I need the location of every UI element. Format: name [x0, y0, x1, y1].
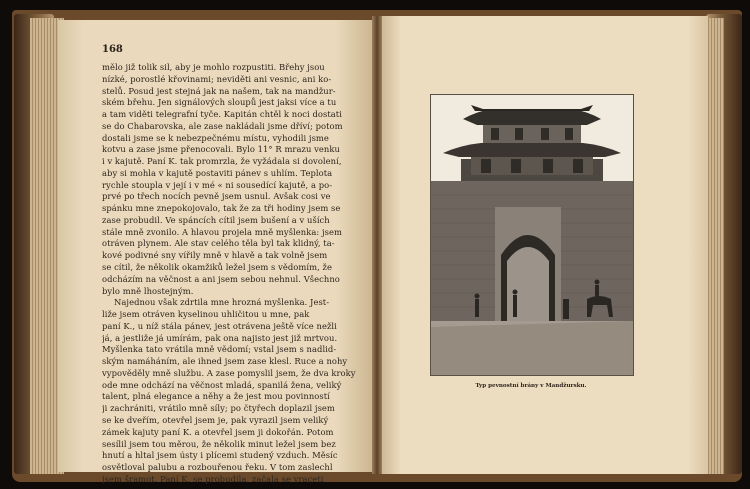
text-line: sesílil jsem tou měrou, že několik minut ležel jsem bez — [102, 438, 336, 449]
text-line: spánku mne znepokojovalo, tak že za tři hodiny jsem se — [102, 203, 341, 214]
text-line: stále mně zvonilo. A hlavou projela mně myšlenka: jsem — [102, 226, 342, 237]
text-line: dostali jsme se k nebezpečnému místu, vyhodili jsme — [102, 132, 329, 143]
text-line: prvé po třech nocích pevně jsem usnul. Avšak cosi ve — [102, 191, 331, 202]
text-line: nízké, porostlé křovinami; neviděti ani vesnic, ani ko- — [102, 73, 332, 84]
text-line: kotvu a zase jsme přenocovali. Bylo 11° R mrazu venku — [102, 144, 340, 155]
text-line: ji zachrániti, vrátilo mně síly; po čtyřech doplazil jsem — [102, 403, 335, 414]
text-line: ským namáháním, ale ihned jsem zase klesl. Ruce a nohy — [102, 356, 348, 367]
text-line: Myšlenka tato vrátila mně vědomí; vstal jsem s nadlid- — [102, 344, 337, 355]
text-line: ském břehu. Jen signálových sloupů jest jaksi více a tu — [102, 97, 337, 108]
text-line: hnutí a hltal jsem ústy i plícemi studený vzduch. Měsíc — [102, 450, 338, 461]
text-line: paní K., u níž stála pánev, jest otrávena ještě více nežli — [102, 320, 337, 331]
fortress-gate-photo — [431, 95, 633, 375]
text-line: se ke dveřím, otevřel jsem je, pak vyrazil jsem veliký — [102, 414, 329, 425]
text-line: se do Chabarovska, ale zase nakládali jsme dříví; potom — [102, 120, 343, 131]
page-number: 168 — [102, 44, 123, 55]
text-line: se cítil, že několik okamžiků ležel jsem s vědomím, že — [102, 262, 333, 273]
text-line: i v kajutě. Paní K. tak promrzla, že vyžádala si dovolení, — [102, 156, 342, 167]
text-line: zase probudil. Ve spáncích cítil jsem bušení a v uších — [102, 214, 330, 225]
text-line: vypověděly mně službu. A zase pomyslil jsem, že dva kroky — [102, 367, 356, 378]
text-line: jsem šramot. Paní K. se probudila, začala se vraceti — [102, 473, 324, 484]
text-line: liže jsem otráven kyselinou uhličitou u mne, pak — [102, 309, 310, 320]
text-line: a tam viděti telegrafní tyče. Kapitán chtěl k noci dostati — [102, 109, 342, 120]
photo-plate — [430, 94, 634, 376]
plate-caption: Typ pevnostní brány v Mandžursku. — [475, 383, 587, 389]
text-line: stelů. Posud jest stejná jak na našem, tak na mandžur- — [102, 85, 336, 96]
text-line: osvětloval palubu a rozbouřenou řeku. V tom zaslechl — [102, 462, 333, 473]
book-gutter — [372, 16, 382, 474]
text-line: zámek kajuty paní K. a otevřel jsem ji dokořán. Potom — [102, 426, 334, 437]
text-line: odcházím na věčnost a ani jsem sebou nehnul. Všechno — [102, 273, 340, 284]
text-line: talent, plná elegance a něhy a že jest mou povinností — [102, 391, 330, 402]
body-text — [102, 62, 356, 486]
text-line: aby si mohla v kajutě postaviti pánev s uhlím. Teplota — [102, 167, 333, 178]
text-line: já, a jestliže já umírám, pak ona najisto jest již mrtvou. — [102, 332, 338, 343]
text-line: otráven plynem. Ale stav celého těla byl tak klidný, ta- — [102, 238, 335, 249]
text-line: ode mne odchází na věčnost mladá, spanilá žena, veliký — [102, 379, 342, 390]
text-line: bylo mně lhostejným. — [102, 285, 194, 296]
text-line: Najednou však zdrtila mne hrozná myšlenka. Jest- — [114, 297, 330, 308]
text-line: kové podivné sny vířily mně v hlavě a tak volně jsem — [102, 250, 328, 261]
text-line: mělo již tolik sil, aby je mohlo rozpustiti. Břehy jsou — [102, 62, 325, 72]
text-line: rychle stoupla v její i v mé « ni sousedící kajutě, a po- — [102, 179, 333, 190]
